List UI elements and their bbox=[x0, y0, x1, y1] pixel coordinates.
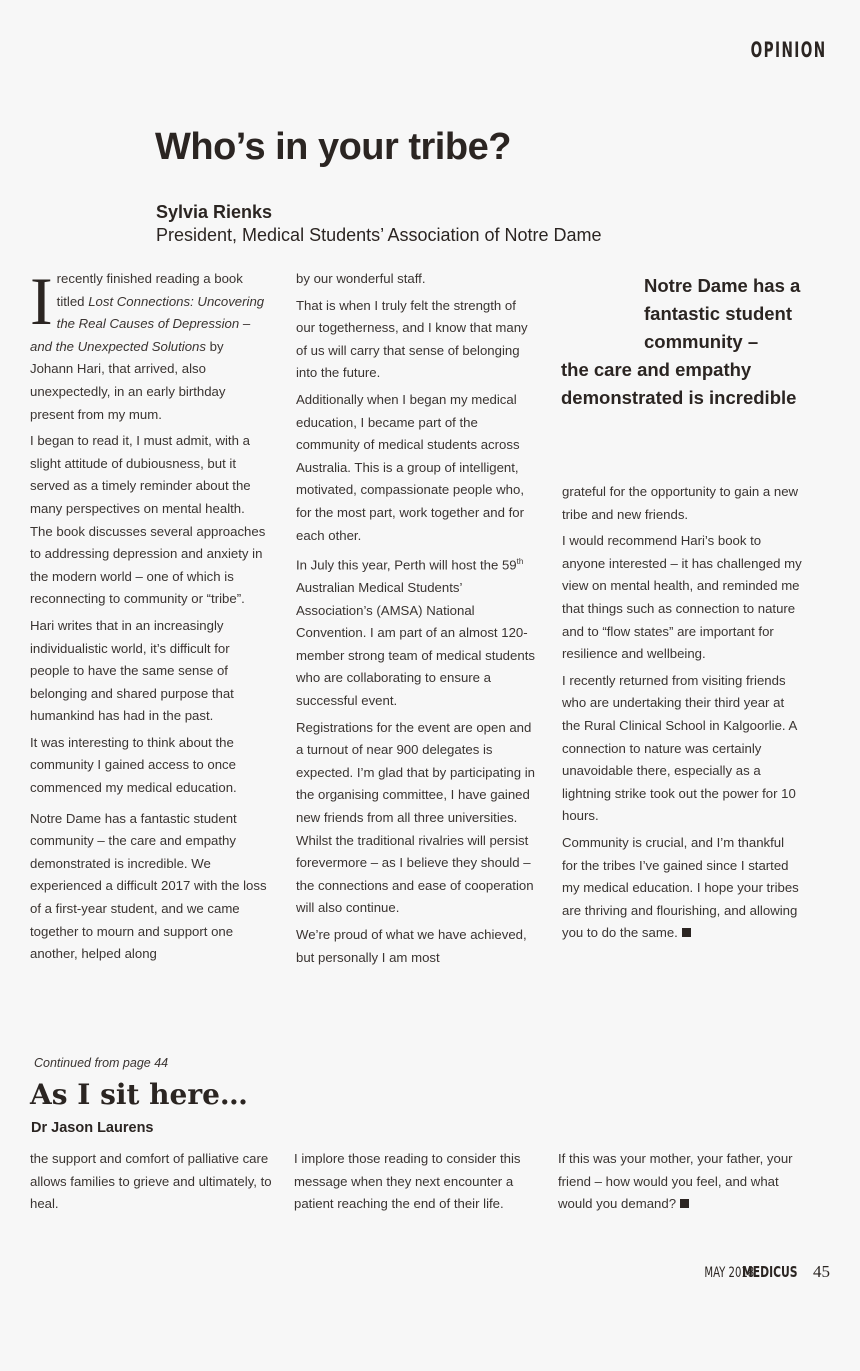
magazine-name: MEDICUS bbox=[741, 1263, 798, 1281]
paragraph-11: We’re proud of what we have achieved, but personally I am most bbox=[296, 927, 527, 965]
continued-column-1: the support and comfort of palliative care allows families to grieve and ultimately, to heal. bbox=[30, 1151, 272, 1212]
paragraph-3: Hari writes that in an increasingly individualistic world, it’s difficult for people to have the same sense of belonging and shared purpose that humankind has had in the past. bbox=[30, 617, 234, 724]
continued-column-2: I implore those reading to consider this message when they next encounter a patient reaching the end of their life. bbox=[294, 1151, 521, 1212]
paragraph-7: That is when I truly felt the strength of our togetherness, and I know that many of us will carry that sense of belonging into the future. bbox=[296, 297, 528, 381]
paragraph-14: I recently returned from visiting friends who are undertaking their third year at the Rural Clinical School in Kalgoorlie. A connection to nature was certainly unavoidable there, especially as a lightning strike took out the power for 10 hours. bbox=[562, 672, 797, 824]
drop-cap: I bbox=[30, 263, 53, 339]
section-label: OPINION bbox=[750, 38, 827, 62]
end-mark-icon bbox=[680, 1199, 689, 1208]
paragraph-10: Registrations for the event are open and a turnout of near 900 delegates is expected. I’m glad that by participating in the organising committee, I have gained new friends from all three universities. Whilst the traditional rivalries will persist forevermore – as I believe they should – the connections and ease of cooperation will also continue. bbox=[296, 719, 535, 916]
author-role: President, Medical Students’ Association of Notre Dame bbox=[156, 225, 602, 245]
paragraph-12: grateful for the opportunity to gain a new tribe and new friends. bbox=[562, 484, 799, 522]
continued-author: Dr Jason Laurens bbox=[31, 1120, 154, 1136]
continued-title: As I sit here… bbox=[30, 1078, 248, 1111]
paragraph-6: by our wonderful staff. bbox=[296, 271, 426, 286]
article-column-3 bbox=[562, 481, 802, 949]
paragraph-13: I would recommend Hari’s book to anyone interested – it has challenged my view on mental health, and reminded me that things such as connection to nature and to “flow states” are important for resilience and wellbeing. bbox=[562, 533, 802, 662]
paragraph-2: I began to read it, I must admit, with a slight attitude of dubiousness, but it served as a timely reminder about the many perspectives on mental health. The book discusses several approaches to addressing depression and anxiety in the modern world – one of which is reconnecting to community or “tribe”. bbox=[30, 433, 266, 607]
paragraph-9: In July this year, Perth will host the 59th Australian Medical Students’ Association’s (AMSA) National Convention. I am part of an almost 120-member strong team of medical students who are collaborating to ensure a successful event. bbox=[296, 557, 535, 709]
pull-quote-part-2: the care and empathy demonstrated is incredible bbox=[561, 359, 797, 408]
issue-date: MAY 2018 bbox=[703, 1265, 754, 1281]
paragraph-8: Additionally when I began my medical education, I became part of the community of medical students across Australia. This is a group of intelligent, motivated, compassionate people who, for the most part, work together and for each other. bbox=[296, 391, 524, 543]
paragraph-5: Notre Dame has a fantastic student community – the care and empathy demonstrated is incredible. We experienced a difficult 2017 with the loss of a first-year student, and we came together to mourn and support one another, helped along bbox=[30, 810, 267, 962]
pull-quote bbox=[561, 272, 821, 412]
end-mark-icon bbox=[682, 928, 691, 937]
article-column-2 bbox=[296, 268, 536, 973]
paragraph-1: I recently finished reading a book titled Lost Connections: Uncovering the Real Causes of Depression – and the Unexpected Solutions by Johann Hari, that arrived, also unexpectedly, in an early birthday present from my mum. bbox=[30, 263, 265, 422]
page-number: 45 bbox=[813, 1262, 830, 1281]
article-title: Who’s in your tribe? bbox=[155, 126, 511, 168]
continued-label: Continued from page 44 bbox=[34, 1056, 169, 1070]
article-column-1 bbox=[30, 263, 270, 970]
pull-quote-part-1: Notre Dame has a fantastic student community – bbox=[644, 275, 801, 352]
continued-column-3: If this was your mother, your father, your friend – how would you feel, and what would you demand? bbox=[558, 1151, 793, 1212]
page-footer bbox=[685, 1262, 830, 1282]
paragraph-4: It was interesting to think about the community I gained access to once commenced my medical education. bbox=[30, 734, 237, 796]
paragraph-15: Community is crucial, and I’m thankful for the tribes I’ve gained since I started my medical education. I hope your tribes are thriving and flourishing, and allowing you to do the same. bbox=[562, 834, 799, 941]
author-name: Sylvia Rienks bbox=[156, 202, 273, 222]
book-title: Lost Connections: Uncovering the Real Causes of Depression – and the Unexpected Solutions bbox=[30, 293, 265, 354]
